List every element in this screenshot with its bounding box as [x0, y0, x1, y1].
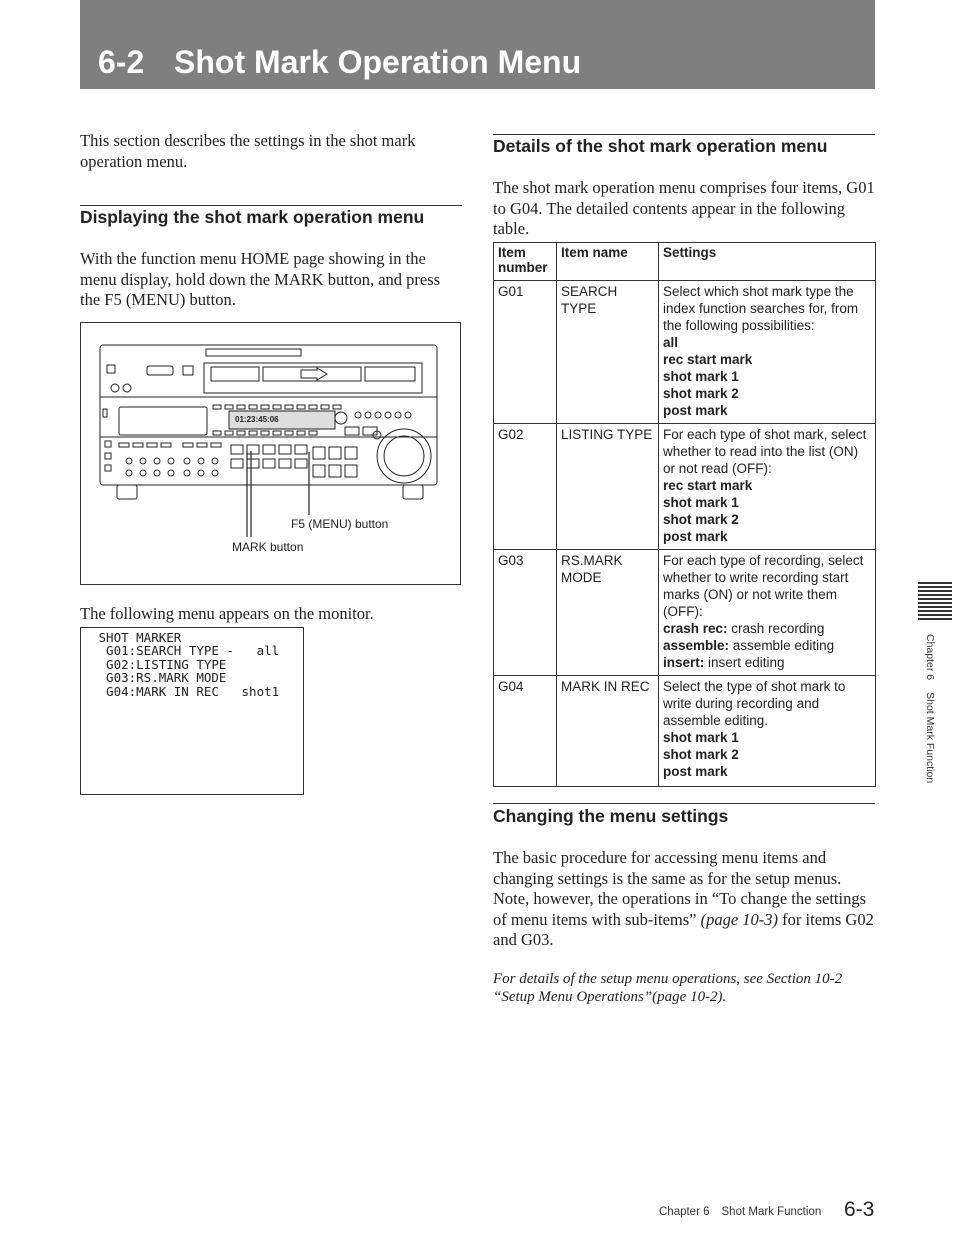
settings-option [663, 654, 871, 671]
settings-option: post mark [663, 529, 728, 544]
settings-option [663, 620, 871, 637]
item-number: G04 [494, 676, 557, 787]
heading-changing: Changing the menu settings [493, 806, 729, 826]
heading-displaying: Displaying the shot mark operation menu [80, 207, 425, 227]
label-f5-menu-button: F5 (MENU) button [291, 517, 389, 531]
monitor-line: G03:RS.MARK MODE [91, 670, 227, 686]
monitor-line: G02:LISTING TYPE [91, 656, 227, 672]
col-header-item-number: Item number [494, 243, 557, 281]
settings-option: rec start mark [663, 478, 753, 493]
vtr-figure [80, 322, 461, 585]
settings-description: Select the type of shot mark to write during recording and assemble editing. [663, 679, 846, 728]
settings-option: rec start mark [663, 352, 753, 367]
menu-settings-table [493, 242, 876, 787]
chapter-tab-marker [918, 582, 952, 622]
section-rule [80, 205, 462, 206]
section-rule [493, 134, 875, 135]
page-reference: (page 10-3) [700, 909, 779, 929]
item-name: SEARCH TYPE [557, 281, 659, 424]
monitor-line: SHOT MARKER [91, 630, 182, 645]
title-banner [80, 0, 875, 89]
details-paragraph: The shot mark operation menu comprises four items, G01 to G04. The detailed contents appear in the following table. [493, 178, 875, 238]
monitor-menu-text [91, 631, 279, 698]
page-number: 6-3 [844, 1198, 875, 1221]
settings-option: post mark [663, 764, 728, 779]
table-row [494, 281, 876, 424]
settings-option: shot mark 2 [663, 747, 739, 762]
monitor-line: G01:SEARCH TYPE - all [91, 643, 280, 659]
heading-details: Details of the shot mark operation menu [493, 136, 828, 156]
page-title [98, 44, 581, 81]
table-row [494, 550, 876, 676]
item-name: RS.MARK MODE [557, 550, 659, 676]
option-value: crash recording [727, 621, 825, 636]
note-paragraph: For details of the setup menu operations, see Section 10-2 “Setup Menu Operations”(page 10-2). [493, 971, 843, 1005]
changing-paragraph [493, 848, 875, 951]
changing-text: The basic procedure for accessing menu items and changing settings is the same as for the setup menus. Note, however, the operations in “To change the settings of menu items with sub-items” [493, 848, 866, 929]
settings-option: shot mark 2 [663, 512, 739, 527]
option-value: insert editing [704, 655, 785, 670]
side-tab-title: Shot Mark Function [924, 692, 936, 784]
item-number: G03 [494, 550, 557, 676]
table-row [494, 424, 876, 550]
item-settings [659, 424, 876, 550]
monitor-intro: The following menu appears on the monitor. [80, 604, 374, 623]
footer-chapter-number: Chapter 6 [659, 1206, 710, 1218]
item-settings [659, 550, 876, 676]
item-settings [659, 281, 876, 424]
col-header-settings: Settings [659, 243, 876, 281]
settings-option: post mark [663, 403, 728, 418]
settings-option: all [663, 335, 679, 350]
side-tab-chapter: Chapter 6 [924, 634, 936, 681]
option-key: crash rec: [663, 621, 728, 636]
side-tab-label [924, 634, 936, 783]
settings-description: For each type of recording, select whether to write recording start marks (ON) or not write them (OFF): [663, 553, 864, 619]
footer-chapter-title: Shot Mark Function [721, 1206, 822, 1218]
label-mark-button: MARK button [232, 540, 304, 554]
settings-description: Select which shot mark type the index function searches for, from the following possibilities: [663, 284, 859, 333]
option-key: insert: [663, 655, 705, 670]
item-name: MARK IN REC [557, 676, 659, 787]
settings-description: For each type of shot mark, select whether to read into the list (ON) or not read (OFF): [663, 427, 867, 476]
table-header-row [494, 243, 876, 281]
settings-option: shot mark 1 [663, 730, 739, 745]
changing-text-end: for items G02 and G03. [493, 909, 874, 949]
settings-option: shot mark 1 [663, 369, 739, 384]
item-settings [659, 676, 876, 787]
display-paragraph: With the function menu HOME page showing in the menu display, hold down the MARK button, and press the F5 (MENU) button. [80, 249, 441, 309]
section-number: 6-2 [98, 44, 145, 80]
monitor-line: G04:MARK IN REC shot1 [91, 683, 280, 699]
item-number: G01 [494, 281, 557, 424]
settings-option [663, 637, 871, 654]
item-name: LISTING TYPE [557, 424, 659, 550]
settings-option: shot mark 1 [663, 495, 739, 510]
item-number: G02 [494, 424, 557, 550]
option-key: assemble: [663, 638, 730, 653]
intro-paragraph: This section describes the settings in the shot mark operation menu. [80, 131, 416, 171]
monitor-screen [80, 627, 304, 795]
table-row [494, 676, 876, 787]
section-title: Shot Mark Operation Menu [174, 44, 582, 80]
option-value: assemble editing [729, 638, 835, 653]
section-rule [493, 803, 875, 804]
col-header-item-name: Item name [557, 243, 659, 281]
timecode-readout: 01:23:45:06 [235, 415, 279, 424]
footer-chapter [659, 1206, 821, 1218]
settings-option: shot mark 2 [663, 386, 739, 401]
